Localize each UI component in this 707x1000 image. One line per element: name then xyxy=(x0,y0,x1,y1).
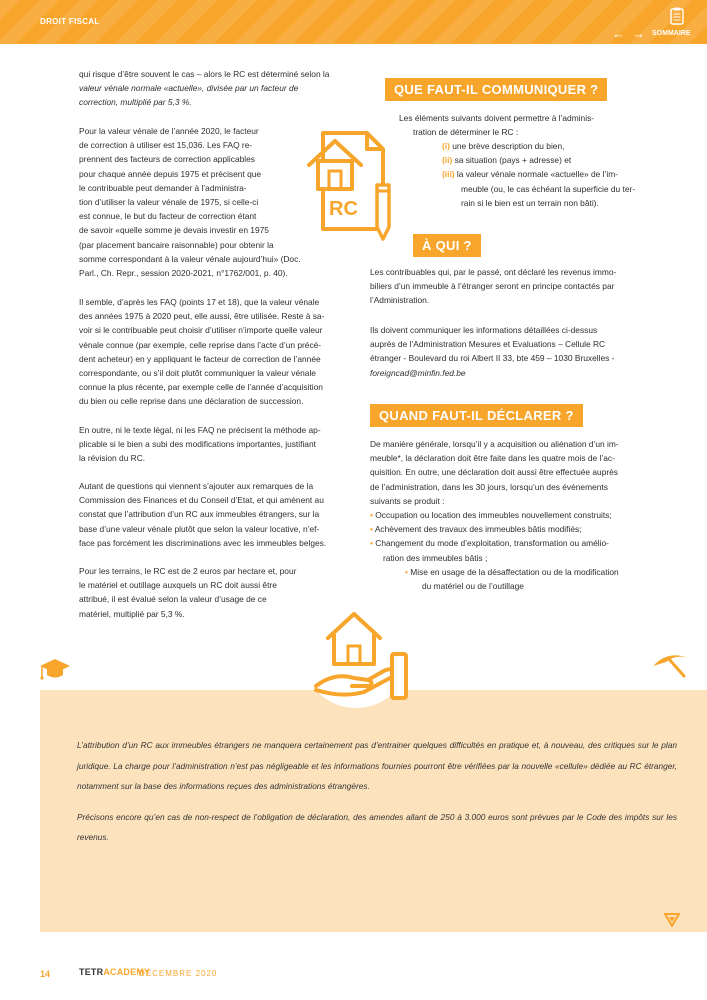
left-paragraph-1 xyxy=(79,67,341,110)
text-line: valeur vénale normale «actuelle», divisée par un facteur de xyxy=(79,83,299,94)
text-line: tration de déterminer le RC : xyxy=(413,127,519,138)
top-banner xyxy=(0,0,707,44)
bullet-icon: • xyxy=(370,524,373,535)
list-item xyxy=(370,536,670,564)
list-item-text: Achèvement des travaux des immeubles bâtis modifiés; xyxy=(374,524,582,535)
text-line: le matériel et outillage auxquels un RC doit aussi être xyxy=(79,580,277,591)
heading-quand-faut-il-declarer: QUAND FAUT-IL DÉCLARER ? xyxy=(370,404,583,427)
text-line: somme correspondant à la valeur vénale aujourd’hui» (Doc. xyxy=(79,253,301,264)
left-paragraph-4 xyxy=(79,423,345,466)
conclusion-paragraph-2: Précisons encore qu’en cas de non-respect de l’obligation de déclaration, des amendes allant de 250 à 3.000 euros sont prévues par le Code des impôts sur les revenus. xyxy=(77,811,677,842)
previous-page-arrow-icon[interactable]: ← xyxy=(612,26,625,41)
text-line: de correction à utiliser est 15,036. Les FAQ re- xyxy=(79,140,253,151)
text-line: est connue, le but du facteur de correction étant xyxy=(79,211,257,222)
conclusion-text xyxy=(77,735,677,858)
text-line: le contribuable peut demander à l’administra- xyxy=(79,182,247,193)
list-item-text: du matériel ou de l’outillage xyxy=(422,581,524,592)
text-line: Ils doivent communiquer les informations détaillées ci-dessus xyxy=(370,325,598,335)
communiquer-intro xyxy=(399,111,661,139)
text-line: biliers d’un immeuble à l’étranger seront en principe contactés par xyxy=(370,281,615,292)
list-item xyxy=(370,522,670,536)
text-line: Pour la valeur vénale de l’année 2020, le facteur xyxy=(79,126,259,136)
text-line: pour chaque année depuis 1975 et précisent que xyxy=(79,168,262,179)
text-line: auprès de l’Administration Mesures et Evaluations – Cellule RC xyxy=(370,339,606,350)
left-paragraph-5 xyxy=(79,479,345,550)
text-line: Les contribuables qui, par le passé, ont déclaré les revenus immo- xyxy=(370,267,617,277)
text-line: Les éléments suivants doivent permettre à l’adminis- xyxy=(399,113,595,123)
list-item xyxy=(442,139,664,153)
a-qui-paragraph-1 xyxy=(370,265,664,308)
text-line: suivants se produit : xyxy=(370,495,445,506)
rc-document-icon xyxy=(301,115,397,245)
list-item-text: ration des immeubles bâtis ; xyxy=(383,552,488,563)
pickaxe-icon xyxy=(650,648,692,678)
text-line: de savoir «quelle somme je devais investir en 1975 xyxy=(79,225,269,236)
text-line: En outre, ni le texte légal, ni les FAQ ne précisent la méthode ap- xyxy=(79,425,321,435)
list-item-text: la valeur vénale normale «actuelle» de l’im- xyxy=(456,169,618,180)
text-line: matériel, multiplié par 5,3 %. xyxy=(79,608,185,619)
events-list xyxy=(370,508,670,565)
list-item-number: (i) xyxy=(442,141,450,151)
text-line: Commission des Finances et du Conseil d’Etat, et qui amènent au xyxy=(79,495,324,506)
text-line: Il semble, d’après les FAQ (points 17 et 18), que la valeur vénale xyxy=(79,297,320,307)
brand-part: TETR xyxy=(79,967,104,977)
text-line: attribué, il est évalué selon la valeur d’usage de ce xyxy=(79,594,267,605)
house-in-hand-icon xyxy=(294,598,418,710)
text-line: De manière générale, lorsqu’il y a acquisition ou aliénation d’un im- xyxy=(370,439,619,449)
list-item xyxy=(442,167,664,210)
graduation-cap-icon xyxy=(38,656,72,682)
page-number: 14 xyxy=(40,969,51,979)
text-line: (par placement bancaire raisonnable) pour obtenir la xyxy=(79,239,274,250)
list-item-text: une brève description du bien, xyxy=(452,141,565,151)
text-line: de l’administration, dans les 30 jours, lorsqu’un des évènements xyxy=(370,481,608,492)
list-item-text: Occupation ou location des immeubles nouvellement construits; xyxy=(375,510,612,520)
list-item xyxy=(442,153,664,167)
list-item-text: rain si le bien est un terrain non bâti). xyxy=(461,197,599,208)
sub-bullet-item xyxy=(405,565,670,593)
text-line: voir si le contribuable peut choisir d’utiliser n’importe quelle valeur xyxy=(79,325,323,336)
heading-que-faut-il-communiquer: QUE FAUT-IL COMMUNIQUER ? xyxy=(385,78,607,101)
text-line: plicable si le bien a subi des modifications importantes, justifiant xyxy=(79,439,316,450)
next-page-arrow-icon[interactable]: → xyxy=(632,26,645,41)
text-line: constat que l’attribution d’un RC aux immeubles étrangers, sur la xyxy=(79,509,320,520)
list-item-number: (ii) xyxy=(442,155,453,166)
corner-logo-icon xyxy=(664,912,680,928)
list-item-text: Mise en usage de la désaffectation ou de la modification xyxy=(410,567,619,577)
list-item-text: Changement du mode d’exploitation, transformation ou amélio- xyxy=(375,538,609,549)
email-address[interactable]: foreigncad@minfin.fed.be xyxy=(370,367,466,378)
text-line: prennent des facteurs de correction applicables xyxy=(79,154,255,165)
text-line: du bien ou celle reprise dans une déclaration de succession. xyxy=(79,396,304,407)
bullet-icon: • xyxy=(405,567,408,577)
bullet-icon: • xyxy=(370,510,373,520)
clipboard-icon[interactable] xyxy=(670,7,684,25)
conclusion-box xyxy=(40,690,707,932)
text-line: base d’une valeur vénale plutôt que selon la valeur locative, n’ef- xyxy=(79,523,320,534)
text-line: tion d’utiliser la valeur vénale de 1975, si celle-ci xyxy=(79,197,259,208)
list-item-number: (iii) xyxy=(442,169,455,180)
section-title: DROIT FISCAL xyxy=(40,17,100,26)
text-line: la révision du RC. xyxy=(79,453,146,464)
issue-date: DÉCEMBRE 2020 xyxy=(139,969,218,978)
list-item-text: sa situation (pays + adresse) et xyxy=(454,155,572,166)
brand-part: ACADEMY xyxy=(103,967,151,977)
text-line: qui risque d’être souvent le cas – alors le RC est déterminé selon la xyxy=(79,69,330,79)
quand-paragraph xyxy=(370,437,664,508)
text-line: étranger - Boulevard du roi Albert II 33, bte 459 – 1030 Bruxelles - xyxy=(370,353,615,364)
text-line: face pas forcément les discriminations avec les immeubles belges. xyxy=(79,537,327,548)
text-line: dent acheteur) en y appliquant le facteur de correction de l’année xyxy=(79,353,321,364)
text-line: correspondante, ou s’il doit plutôt communiquer la valeur vénale xyxy=(79,368,316,379)
text-line: correction, multiplié par 5,3 %. xyxy=(79,97,192,108)
conclusion-paragraph-1: L’attribution d’un RC aux immeubles étrangers ne manquera certainement pas d’entrainer quelques difficultés en pratique et, à nouveau, des critiques sur le plan juridique. La charge pour l’administration n’est pas négligeable et les informations fournies pourront être vérifiées par la nouvelle «cellule» dédiée au RC étranger, notamment sur la base des informations reçues des administrations étrangères. xyxy=(77,740,677,791)
text-line: Pour les terrains, le RC est de 2 euros par hectare et, pour xyxy=(79,566,297,576)
list-item-text: meuble (ou, le cas échéant la superficie du ter- xyxy=(461,183,636,194)
sommaire-link[interactable]: SOMMAIRE xyxy=(652,30,691,37)
a-qui-paragraph-2 xyxy=(370,323,664,380)
bullet-icon: • xyxy=(370,538,373,549)
text-line: quisition. En outre, une déclaration doit aussi être effectuée auprès xyxy=(370,467,618,478)
heading-a-qui: À QUI ? xyxy=(413,234,481,257)
left-paragraph-6 xyxy=(79,564,309,621)
list-item xyxy=(370,508,670,522)
text-line: Autant de questions qui viennent s’ajouter aux remarques de la xyxy=(79,481,314,491)
text-line: meuble*, la déclaration doit être faite dans les quatre mois de l’ac- xyxy=(370,453,615,464)
text-line: vénale connue (par exemple, celle reprise dans l’acte d’un précé- xyxy=(79,339,322,350)
left-paragraph-3 xyxy=(79,295,345,409)
text-line: l’Administration. xyxy=(370,295,430,306)
communiquer-list xyxy=(442,139,664,210)
text-line: connue la plus récente, par exemple celle de l’année d’acquisition xyxy=(79,382,323,393)
text-line: des années 1975 à 2020 peut, elle aussi, être utilisée. Reste à sa- xyxy=(79,311,325,322)
rc-icon-label: RC xyxy=(329,198,358,220)
text-line: Parl., Ch. Repr., session 2020-2021, n°1762/001, p. 40). xyxy=(79,268,288,279)
